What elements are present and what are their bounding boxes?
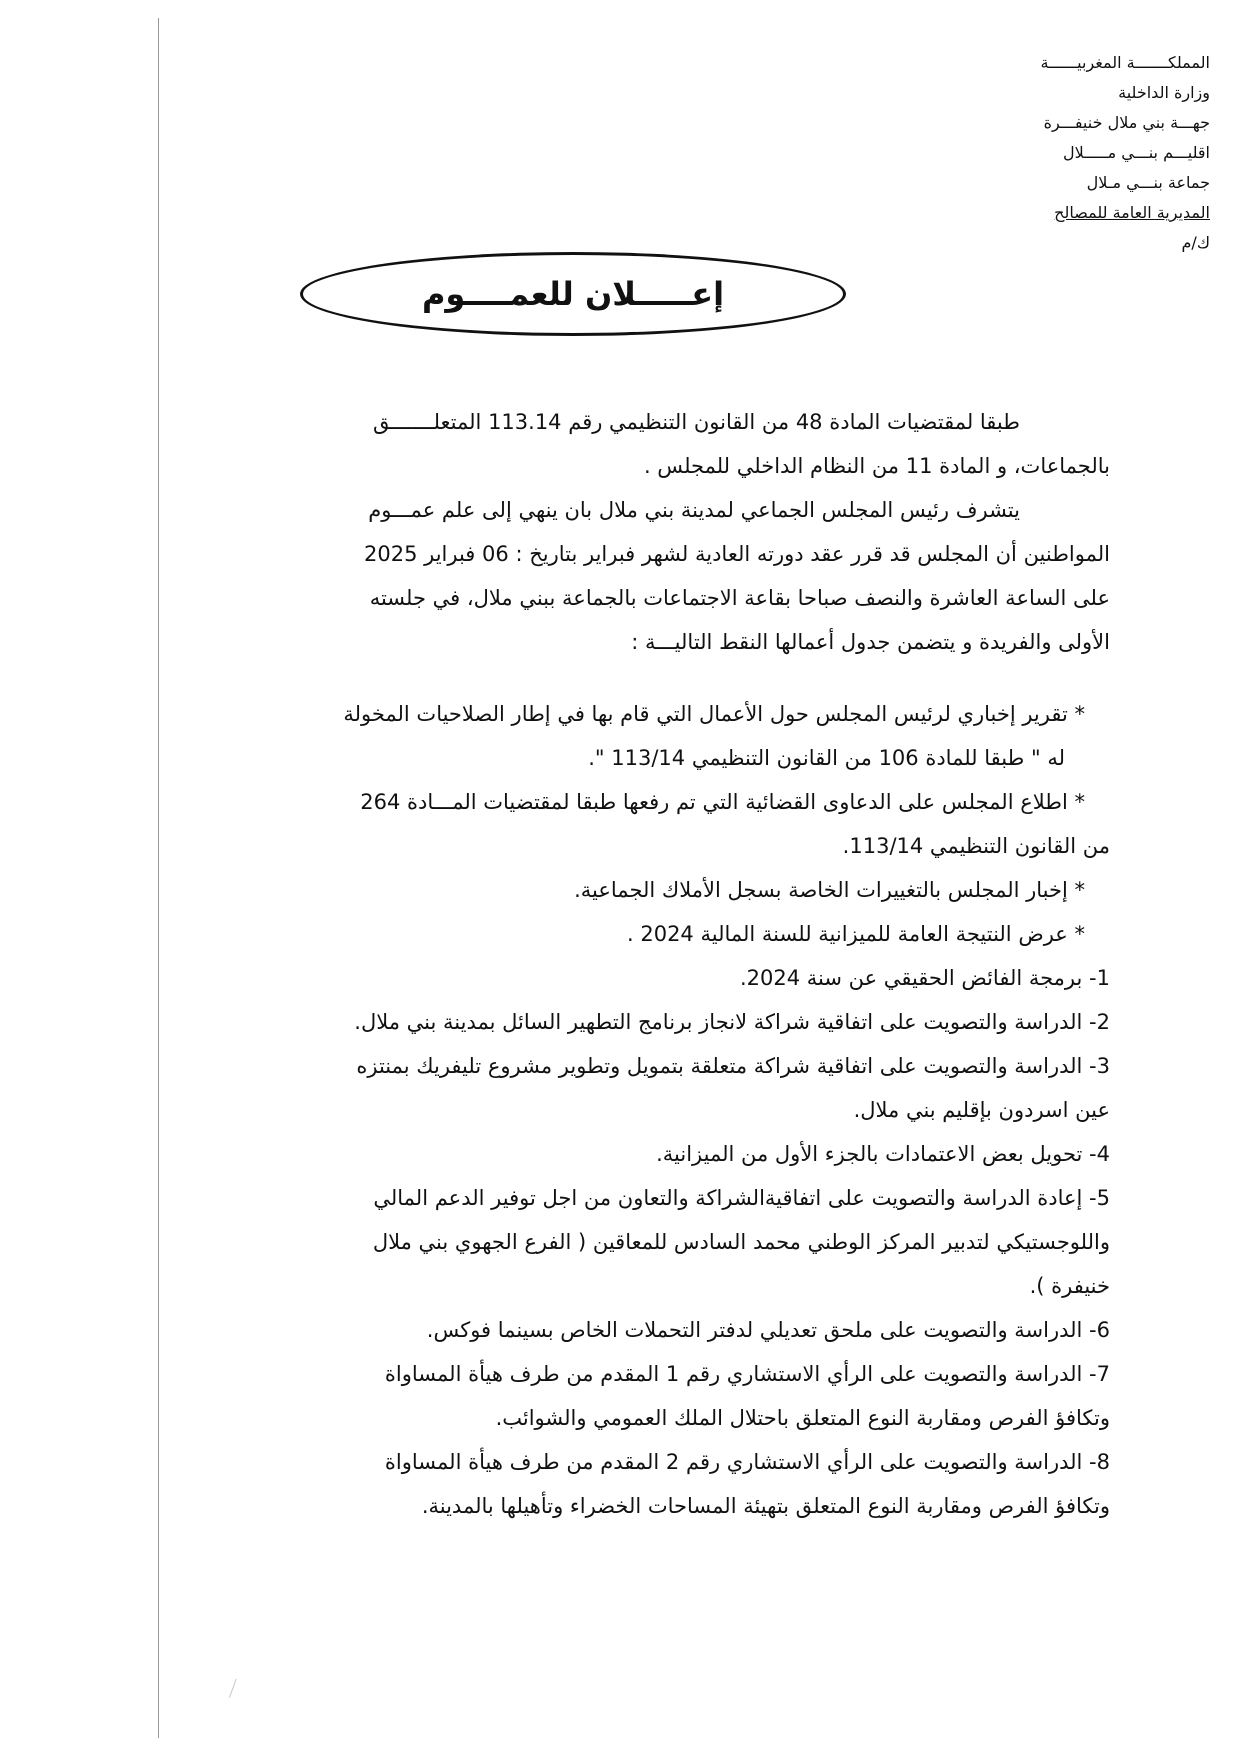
agenda-item-cont: وتكافؤ الفرص ومقاربة النوع المتعلق بتهيئة المساحات الخضراء وتأهيلها بالمدينة. — [421, 1494, 1110, 1518]
agenda-bullet-cont: من القانون التنظيمي 113/14. — [842, 834, 1110, 858]
intro-line: طبقا لمقتضيات المادة 48 من القانون التنظيمي رقم 113.14 المتعلـــــــق — [373, 410, 1020, 434]
commune-line: جماعة بنـــي مـلال — [1086, 173, 1210, 192]
agenda-item-cont: وتكافؤ الفرص ومقاربة النوع المتعلق باحتلال الملك العمومي والشوائب. — [495, 1406, 1110, 1430]
agenda-bullet: * اطلاع المجلس على الدعاوى القضائية التي تم رفعها طبقا لمقتضيات المـــادة 264 — [360, 790, 1085, 814]
intro-line: على الساعة العاشرة والنصف صباحا بقاعة الاجتماعات بالجماعة ببني ملال، في جلسته — [369, 586, 1110, 610]
agenda-item: 1- برمجة الفائض الحقيقي عن سنة 2024. — [739, 966, 1110, 990]
agenda-bullet: * تقرير إخباري لرئيس المجلس حول الأعمال التي قام بها في إطار الصلاحيات المخولة — [343, 702, 1085, 726]
agenda-item: 3- الدراسة والتصويت على اتفاقية شراكة متعلقة بتمويل وتطوير مشروع تليفريك بمنتزه — [356, 1054, 1110, 1078]
letterhead — [910, 48, 1210, 258]
ministry-line: وزارة الداخلية — [1118, 83, 1210, 102]
intro-line: الأولى والفريدة و يتضمن جدول أعمالها النقط التاليـــة : — [631, 630, 1110, 654]
pen-mark — [229, 1679, 246, 1702]
intro-line: يتشرف رئيس المجلس الجماعي لمدينة بني ملال بان ينهي إلى علم عمـــوم — [368, 498, 1020, 522]
agenda-item-cont: خنيفرة ). — [1029, 1274, 1110, 1298]
reference-line: ك/م — [1181, 233, 1210, 252]
agenda-item: 5- إعادة الدراسة والتصويت على اتفاقيةالشراكة والتعاون من اجل توفير الدعم المالي — [373, 1186, 1110, 1210]
agenda-item: 7- الدراسة والتصويت على الرأي الاستشاري رقم 1 المقدم من طرف هيأة المساواة — [384, 1362, 1110, 1386]
announcement-title-text: إعـــــلان للعمــــوم — [421, 275, 725, 313]
agenda-item: 4- تحويل بعض الاعتمادات بالجزء الأول من الميزانية. — [656, 1142, 1110, 1166]
agenda-item: 2- الدراسة والتصويت على اتفاقية شراكة لانجاز برنامج التطهير السائل بمدينة بني ملال. — [354, 1010, 1110, 1034]
announcement-title — [300, 252, 846, 336]
agenda-bullet: * إخبار المجلس بالتغييرات الخاصة بسجل الأملاك الجماعية. — [574, 878, 1085, 902]
directorate-line: المديرية العامة للمصالح — [1054, 203, 1210, 222]
kingdom-line: المملكـــــــة المغربيــــــة — [1040, 53, 1210, 72]
agenda-item: 6- الدراسة والتصويت على ملحق تعديلي لدفتر التحملات الخاص بسينما فوكس. — [426, 1318, 1110, 1342]
province-line: اقليـــم بنـــي مـــــلال — [1063, 143, 1210, 162]
agenda-bullet: * عرض النتيجة العامة للميزانية للسنة المالية 2024 . — [626, 922, 1085, 946]
agenda-item: 8- الدراسة والتصويت على الرأي الاستشاري رقم 2 المقدم من طرف هيأة المساواة — [384, 1450, 1110, 1474]
agenda-item-cont: واللوجستيكي لتدبير المركز الوطني محمد السادس للمعاقين ( الفرع الجهوي بني ملال — [372, 1230, 1110, 1254]
agenda-item-cont: عين اسردون بإقليم بني ملال. — [853, 1098, 1110, 1122]
intro-line: المواطنين أن المجلس قد قرر عقد دورته العادية لشهر فبراير بتاريخ : 06 فبراير 2025 — [363, 542, 1110, 566]
region-line: جهـــة بني ملال خنيفـــرة — [1043, 113, 1210, 132]
announcement-body — [148, 400, 1110, 1528]
intro-line: بالجماعات، و المادة 11 من النظام الداخلي للمجلس . — [643, 454, 1110, 478]
agenda-bullet-cont: له " طبقا للمادة 106 من القانون التنظيمي 113/14 ". — [588, 746, 1065, 770]
